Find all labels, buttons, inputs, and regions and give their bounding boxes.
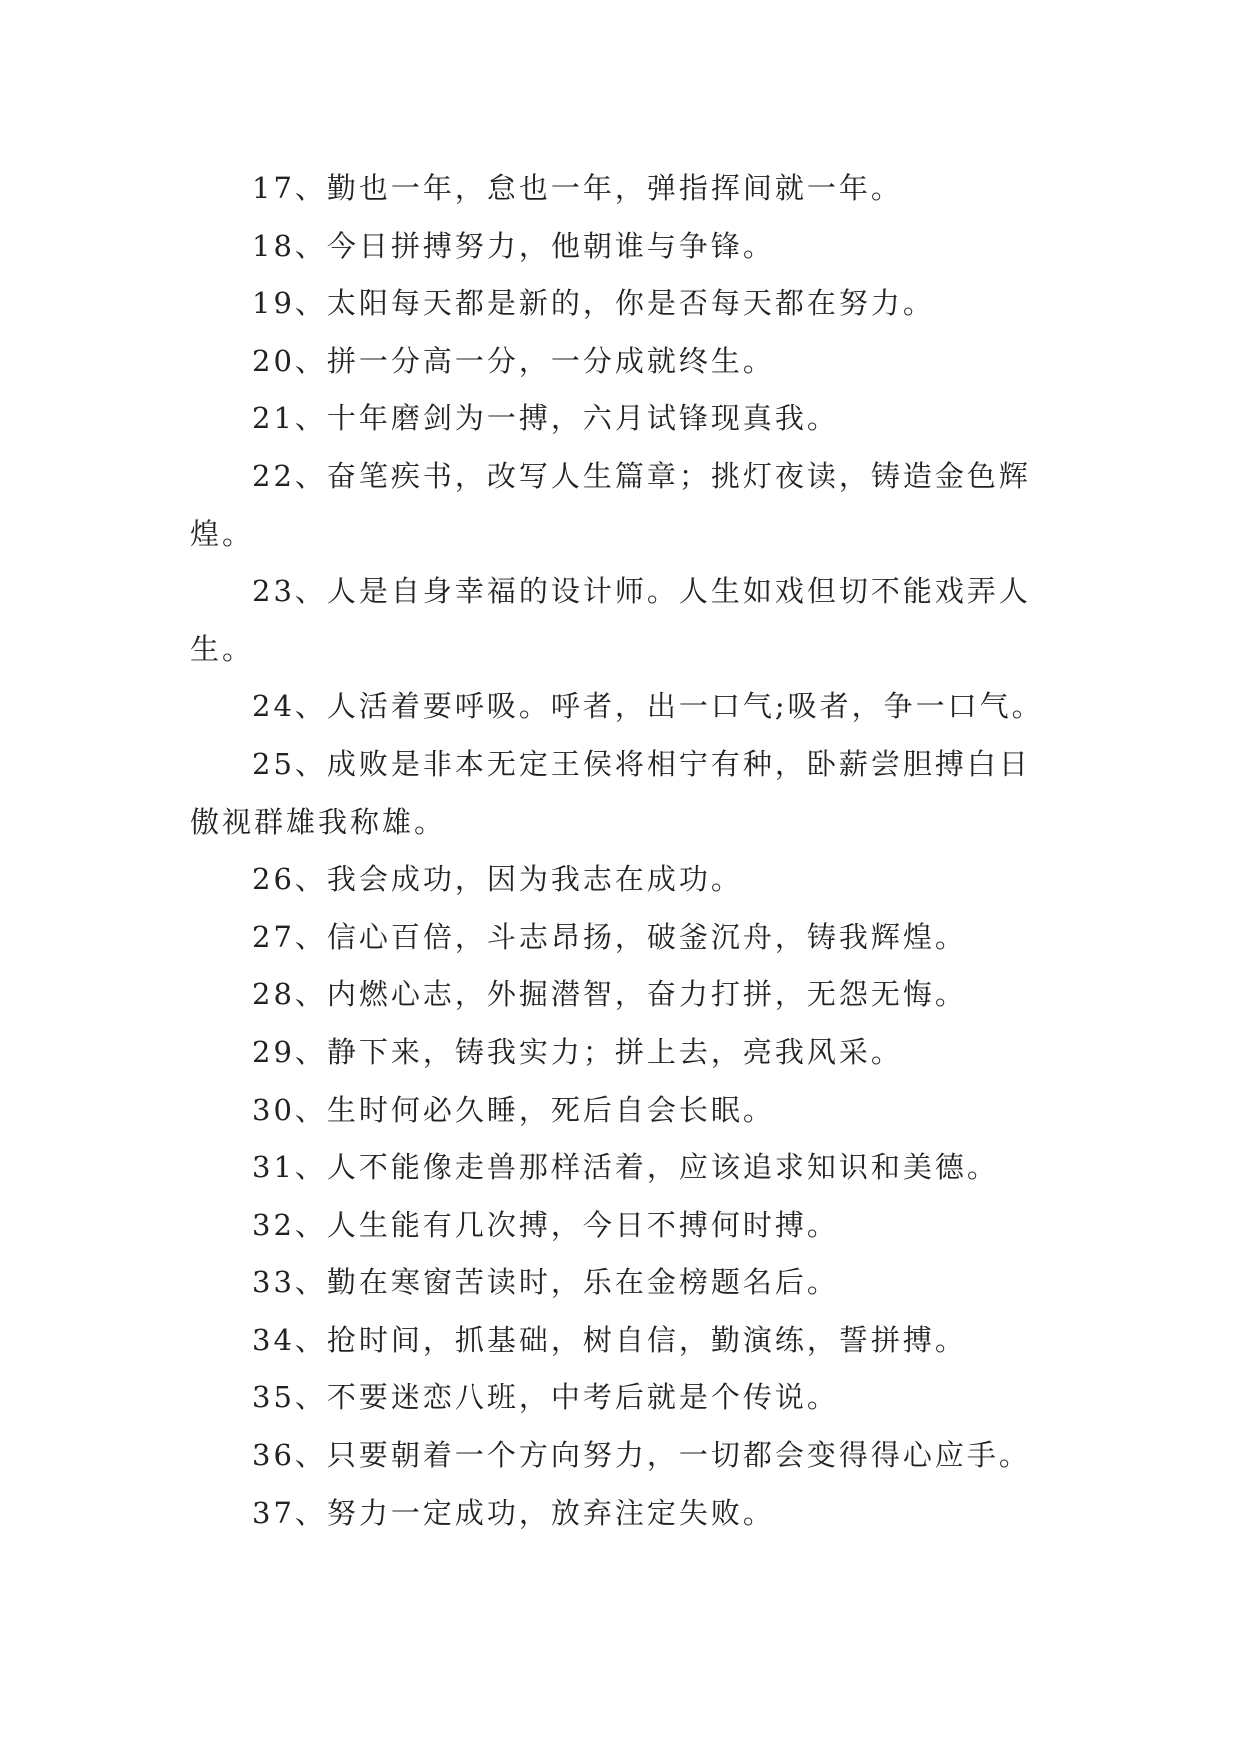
document-body	[190, 160, 1060, 1542]
paragraph-26: 26、我会成功，因为我志在成功。	[252, 862, 743, 897]
paragraph-19: 19、太阳每天都是新的，你是否每天都在努力。	[252, 286, 935, 321]
paragraph-25: 25、成败是非本无定王侯将相宁有种，卧薪尝胆搏白日傲视群雄我称雄。	[190, 746, 1031, 839]
paragraph-17: 17、勤也一年，怠也一年，弹指挥间就一年。	[252, 171, 903, 205]
paragraph-35: 35、不要迷恋八班，中考后就是个传说。	[252, 1380, 839, 1415]
paragraph-37: 37、努力一定成功，放弃注定失败。	[252, 1495, 775, 1530]
paragraph-20: 20、拼一分高一分，一分成就终生。	[252, 343, 775, 378]
paragraph-22: 22、奋笔疾书，改写人生篇章；挑灯夜读，铸造金色辉煌。	[190, 458, 1031, 551]
paragraph-33: 33、勤在寒窗苦读时，乐在金榜题名后。	[252, 1265, 839, 1300]
paragraph-29: 29、静下来，铸我实力；拼上去，亮我风采。	[252, 1034, 903, 1069]
paragraph-28: 28、内燃心志，外掘潜智，奋力打拼，无怨无悔。	[252, 977, 967, 1012]
paragraph-36: 36、只要朝着一个方向努力，一切都会变得得心应手。	[252, 1438, 1031, 1473]
paragraph-18: 18、今日拼搏努力，他朝谁与争锋。	[252, 228, 775, 263]
paragraph-24: 24、人活着要呼吸。呼者，出一口气;吸者，争一口气。	[252, 689, 1044, 724]
paragraph-23: 23、人是自身幸福的设计师。人生如戏但切不能戏弄人生。	[190, 574, 1031, 666]
paragraph-32: 32、人生能有几次搏，今日不搏何时搏。	[252, 1207, 839, 1242]
paragraph-30: 30、生时何必久睡，死后自会长眠。	[252, 1092, 775, 1127]
paragraph-21: 21、十年磨剑为一搏，六月试锋现真我。	[252, 401, 839, 436]
paragraph-27: 27、信心百倍，斗志昂扬，破釜沉舟，铸我辉煌。	[252, 919, 967, 954]
paragraph-34: 34、抢时间，抓基础，树自信，勤演练，誓拼搏。	[252, 1322, 967, 1357]
paragraph-31: 31、人不能像走兽那样活着，应该追求知识和美德。	[252, 1150, 999, 1185]
